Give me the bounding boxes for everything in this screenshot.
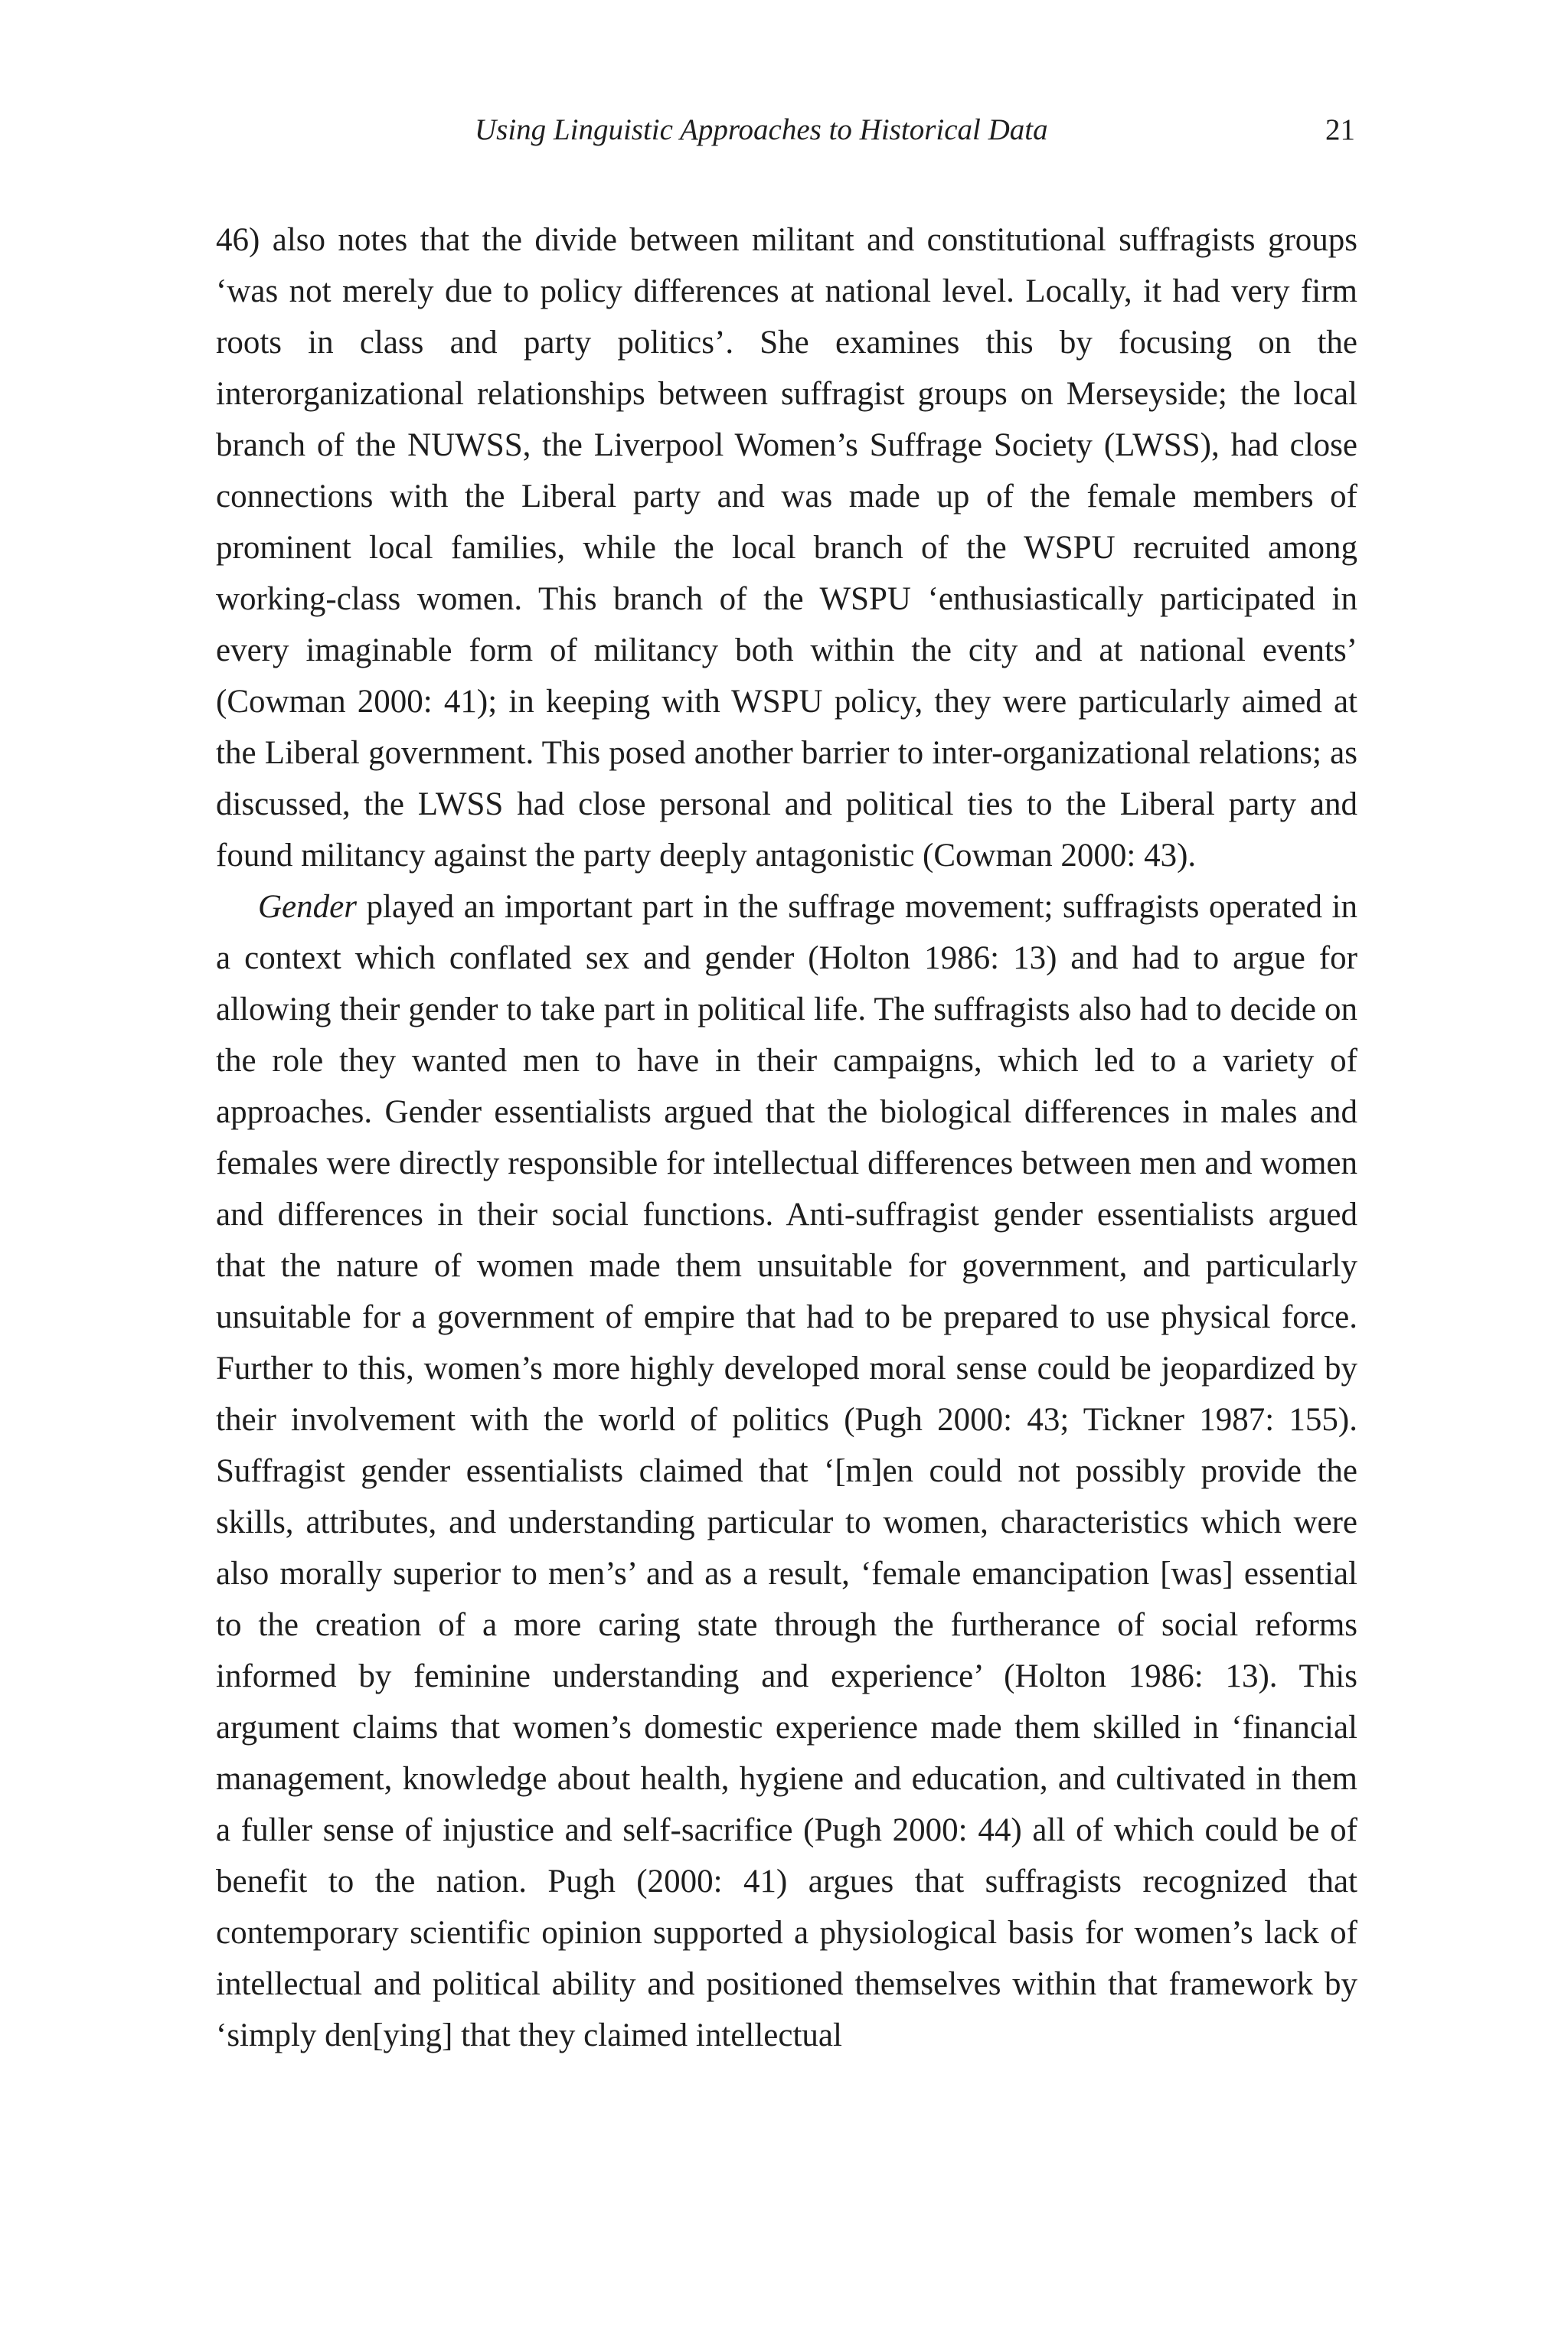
paragraph-text: played an important part in the suffrage movement; suffragists operated in a context which conflated sex and gender (Holton 1986: 13) and had to argue for allowing their gender to take part in political life. The suffragists also had to decide on the role they wanted men to have in their campaigns, which led to a variety of approaches. Gender essentialists argued that the biological differences in males and females were directly responsible for intellectual differences between men and women and differences in their social functions. Anti-suffragist gender essentialists argued that the nature of women made them unsuitable for government, and particularly unsuitable for a government of empire that had to be prepared to use physical force. Further to this, women’s more highly developed moral sense could be jeopardized by their involvement with the world of politics (Pugh 2000: 43; Tickner 1987: 155). Suffragist gender essentialists claimed that ‘[m]en could not possibly provide the skills, attributes, and understanding particular to women, characteristics which were also morally superior to men’s’ and as a result, ‘female emancipation [was] essential to the creation of a more caring state through the furtherance of social reforms informed by feminine understanding and experience’ (Holton 1986: 13). This argument claims that women’s domestic experience made them skilled in ‘financial management, knowledge about health, hygiene and education, and cultivated in them a fuller sense of injustice and self-sacrifice (Pugh 2000: 44) all of which could be of benefit to the nation. Pugh (2000: 41) argues that suffragists recognized that contemporary scientific opinion supported a physiological basis for women’s lack of intellectual and political ability and positioned themselves within that framework by ‘simply den[ying] that they claimed intellectual [216,889,1357,2053]
paragraph [216,881,1357,2061]
page-number: 21 [1325,113,1355,146]
body-text [216,214,1357,2061]
running-header [0,107,1568,153]
emphasized-term: Gender [258,889,357,925]
running-title: Using Linguistic Approaches to Historical Data [475,113,1048,146]
paragraph: 46) also notes that the divide between militant and constitutional suffragists groups ‘was not merely due to policy differences at national level. Locally, it had very firm roots in class and party politics’. She examines this by focusing on the interorganizational relationships between suffragist groups on Merseyside; the local branch of the NUWSS, the Liverpool Women’s Suffrage Society (LWSS), had close connections with the Liberal party and was made up of the female members of prominent local families, while the local branch of the WSPU recruited among working-class women. This branch of the WSPU ‘enthusiastically participated in every imaginable form of militancy both within the city and at national events’ (Cowman 2000: 41); in keeping with WSPU policy, they were particularly aimed at the Liberal government. This posed another barrier to inter-organizational relations; as discussed, the LWSS had close personal and political ties to the Liberal party and found militancy against the party deeply antagonistic (Cowman 2000: 43). [216,222,1357,874]
